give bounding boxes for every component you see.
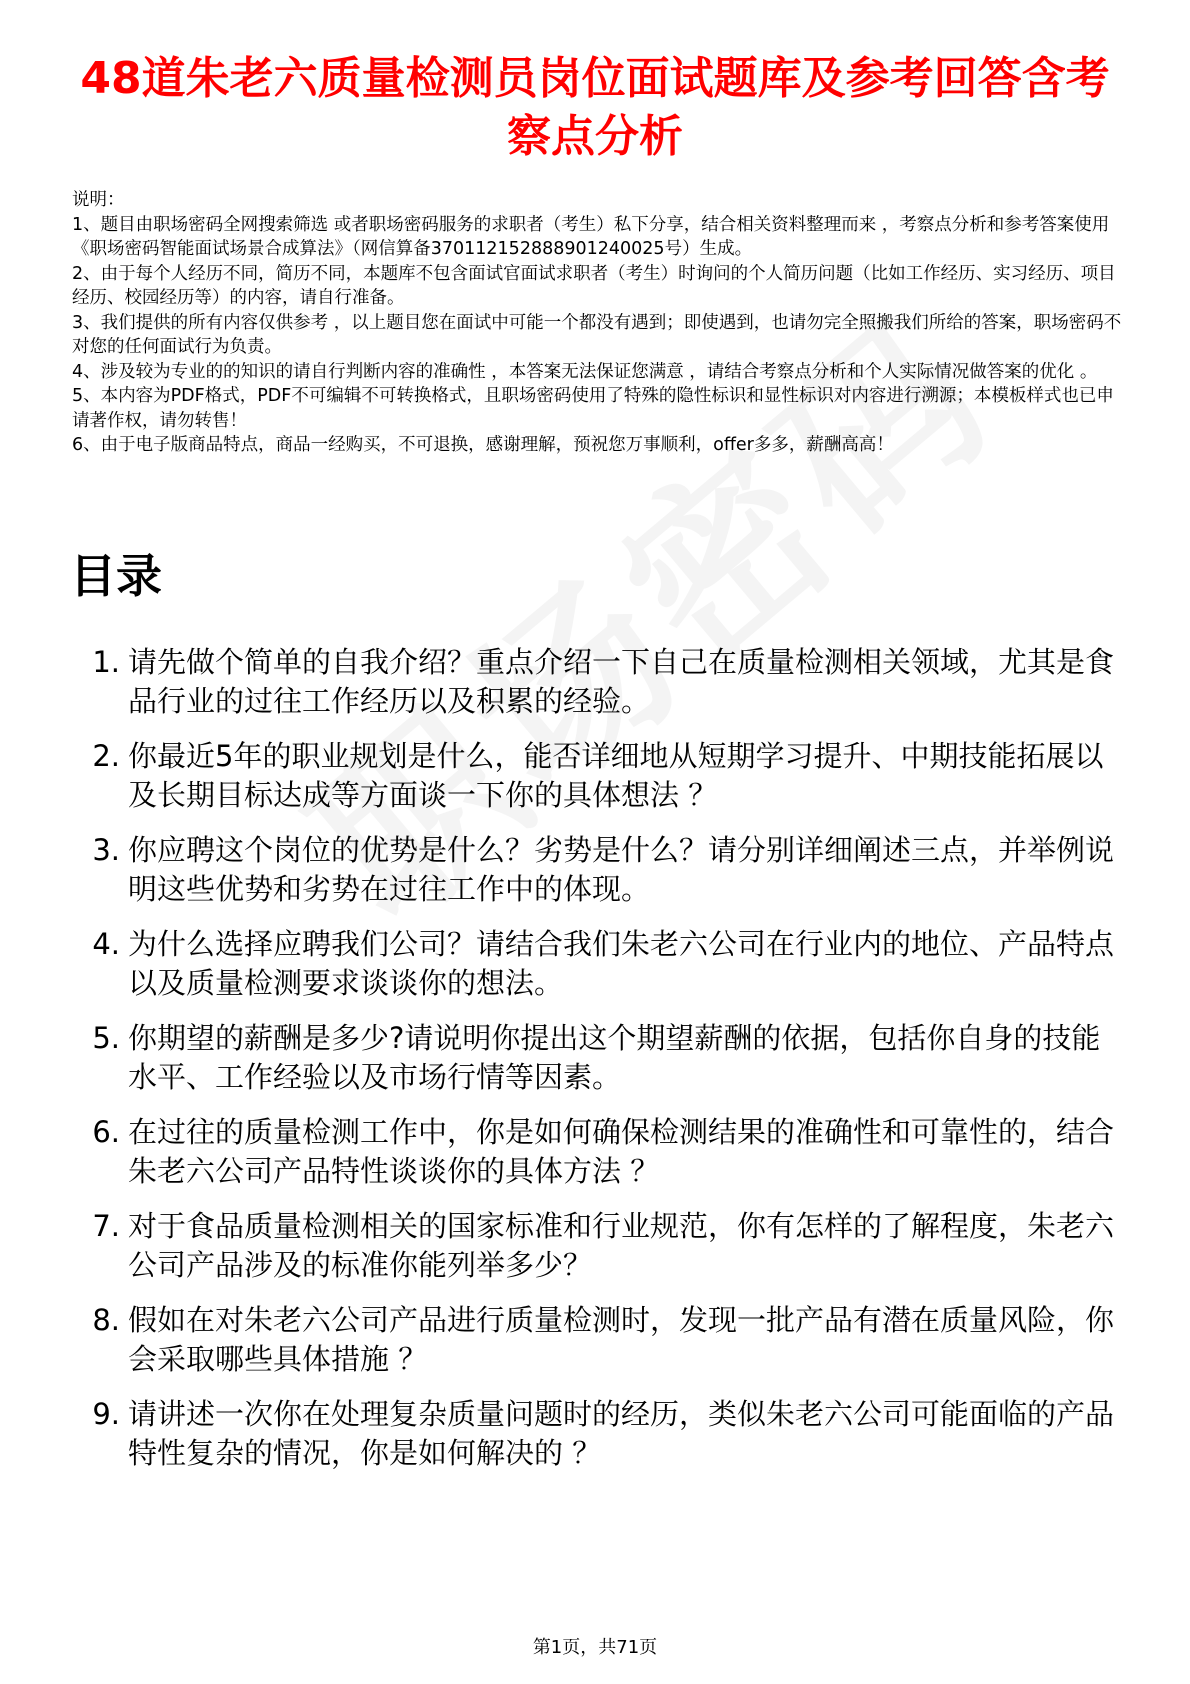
- page-footer: 第1页，共71页: [532, 1637, 658, 1658]
- toc-item-number: 2.: [92, 739, 120, 773]
- toc-item-number: 8.: [92, 1303, 120, 1337]
- toc-item-number: 4.: [92, 927, 120, 961]
- note-item: 4、涉及较为专业的的知识的请自行判断内容的准确性 ，本答案无法保证您满意 ，请结合考察点分析和个人实际情况做答案的优化 。: [72, 361, 1098, 382]
- toc-item-text: 假如在对朱老六公司产品进行质量检测时，发现一批产品有潜在质量风险，你会采取哪些具体措施 ？: [128, 1303, 1115, 1376]
- toc-item-text: 你最近5年的职业规划是什么，能否详细地从短期学习提升、中期技能拓展以及长期目标达成等方面谈一下你的具体想法 ？: [128, 739, 1104, 812]
- toc-item[interactable]: [70, 643, 1120, 737]
- toc-item[interactable]: [70, 1113, 1120, 1207]
- toc-item-number: 7.: [92, 1209, 120, 1243]
- notes-section: [72, 188, 1122, 458]
- toc-item-number: 9.: [92, 1397, 120, 1431]
- toc-item-number: 5.: [92, 1021, 120, 1055]
- toc-item-number: 6.: [92, 1115, 120, 1149]
- toc-item[interactable]: [70, 831, 1120, 925]
- toc-item-text: 在过往的质量检测工作中，你是如何确保检测结果的准确性和可靠性的，结合朱老六公司产品特性谈谈你的具体方法 ？: [128, 1115, 1115, 1188]
- note-item: 2、由于每个人经历不同，简历不同，本题库不包含面试官面试求职者（考生）时询问的个人简历问题（比如工作经历、实习经历、项目经历、校园经历等）的内容，请自行准备。: [72, 263, 1116, 308]
- toc-item[interactable]: [70, 1207, 1120, 1301]
- note-item: 6、由于电子版商品特点，商品一经购买，不可退换，感谢理解，预祝您万事顺利，offer多多，薪酬高高！: [72, 435, 894, 455]
- toc-item-number: 3.: [92, 833, 120, 867]
- toc-item[interactable]: [70, 1301, 1120, 1395]
- toc-list: [70, 643, 1120, 1489]
- toc-item-text: 为什么选择应聘我们公司？请结合我们朱老六公司在行业内的地位、产品特点以及质量检测要求谈谈你的想法。: [128, 927, 1115, 1000]
- toc-item[interactable]: [70, 737, 1120, 831]
- notes-heading: 说明：: [72, 190, 125, 210]
- toc-item-text: 请讲述一次你在处理复杂质量问题时的经历，类似朱老六公司可能面临的产品特性复杂的情况，你是如何解决的 ？: [128, 1397, 1115, 1470]
- toc-item[interactable]: [70, 925, 1120, 1019]
- toc-heading: 目录: [70, 549, 162, 603]
- toc-item[interactable]: [70, 1019, 1120, 1113]
- toc-item-text: 对于食品质量检测相关的国家标准和行业规范，你有怎样的了解程度，朱老六公司产品涉及的标准你能列举多少？: [128, 1209, 1115, 1282]
- note-item: 1、题目由职场密码全网搜索筛选 或者职场密码服务的求职者（考生）私下分享，结合相关资料整理而来 ，考察点分析和参考答案使用《职场密码智能面试场景合成算法》（网信算备370112152888901240025号）生成。: [72, 214, 1110, 259]
- toc-item-text: 请先做个简单的自我介绍？重点介绍一下自己在质量检测相关领域，尤其是食品行业的过往工作经历以及积累的经验。: [128, 645, 1115, 718]
- note-item: 5、本内容为PDF格式，PDF不可编辑不可转换格式，且职场密码使用了特殊的隐性标识和显性标识对内容进行溯源；本模板样式也已申请著作权，请勿转售！: [72, 386, 1114, 431]
- toc-item-number: 1.: [92, 645, 120, 679]
- toc-item-text: 你期望的薪酬是多少?请说明你提出这个期望薪酬的依据，包括你自身的技能水平、工作经验以及市场行情等因素。: [128, 1021, 1101, 1094]
- document-title: 48道朱老六质量检测员岗位面试题库及参考回答含考察点分析: [80, 53, 1110, 162]
- toc-item-text: 你应聘这个岗位的优势是什么？劣势是什么？请分别详细阐述三点，并举例说明这些优势和劣势在过往工作中的体现。: [128, 833, 1115, 906]
- toc-item[interactable]: [70, 1395, 1120, 1489]
- note-item: 3、我们提供的所有内容仅供参考 ，以上题目您在面试中可能一个都没有遇到；即使遇到，也请勿完全照搬我们所给的答案，职场密码不对您的任何面试行为负责。: [72, 312, 1122, 357]
